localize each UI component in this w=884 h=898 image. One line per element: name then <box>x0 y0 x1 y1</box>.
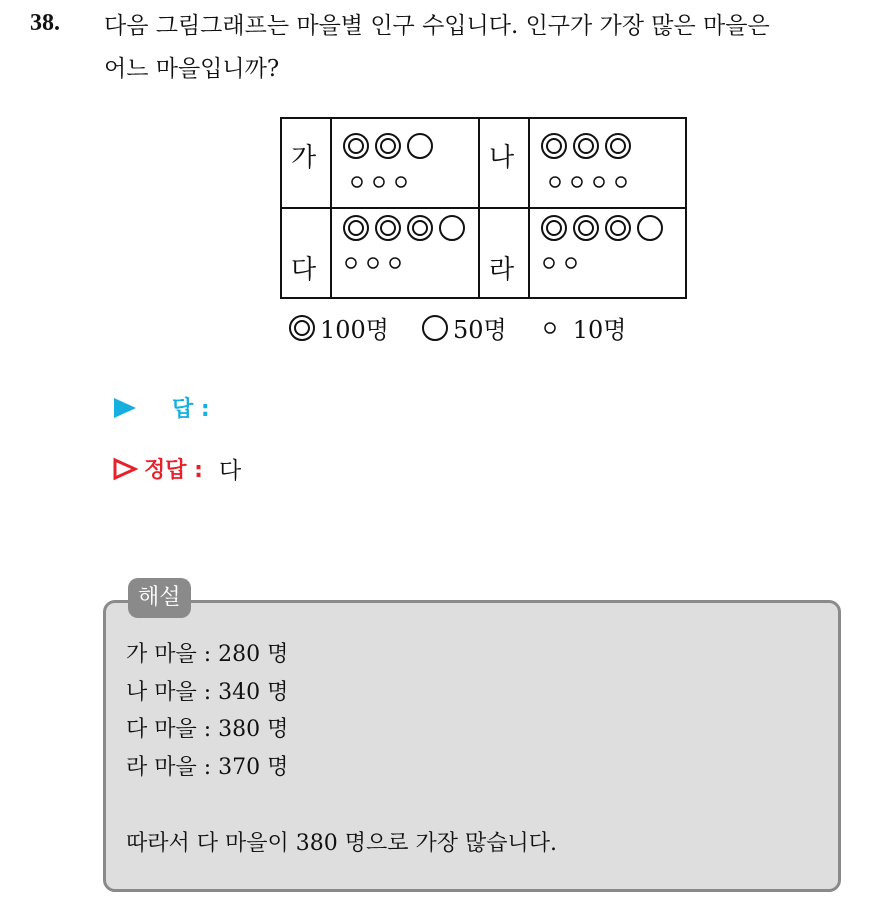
explanation-line: 라 마을 : 370 명 <box>126 755 289 780</box>
question-text-line-1: 다음 그림그래프는 마을별 인구 수입니다. 인구가 가장 많은 마을은 <box>104 13 770 39</box>
picture-graph <box>280 117 687 299</box>
population-cell <box>529 208 686 298</box>
answer-label: 답 : <box>172 397 210 422</box>
double-circle-icon <box>406 214 434 242</box>
small-circle-icon <box>366 256 380 270</box>
small-circle-icon <box>394 175 408 189</box>
legend-fifty <box>421 310 507 345</box>
legend-hundred <box>288 310 389 345</box>
small-icons-row <box>344 256 402 270</box>
big-icons-row <box>342 132 434 160</box>
double-circle-icon <box>540 132 568 160</box>
graph-legend <box>288 310 626 345</box>
small-circle-icon <box>350 175 364 189</box>
legend-fifty-label: 50명 <box>453 316 507 344</box>
village-name-cell <box>281 118 331 208</box>
double-circle-icon <box>374 214 402 242</box>
correct-answer-label: 정답 : <box>144 458 203 483</box>
play-triangle-icon <box>112 396 138 420</box>
small-circle-icon <box>542 256 556 270</box>
big-icons-row <box>540 132 632 160</box>
small-circle-icon <box>548 175 562 189</box>
legend-ten <box>543 310 627 345</box>
big-icons-row <box>342 214 466 242</box>
double-circle-icon <box>288 314 316 342</box>
explanation-line: 나 마을 : 340 명 <box>126 680 289 705</box>
explanation-tag: 해설 <box>128 578 191 618</box>
population-cell <box>529 118 686 208</box>
correct-answer-value: 다 <box>218 458 242 484</box>
answer-row <box>112 392 210 423</box>
small-circle-icon <box>614 175 628 189</box>
question-text-line-2: 어느 마을입니까? <box>104 56 280 82</box>
small-icons-row <box>350 175 408 189</box>
circle-icon <box>406 132 434 160</box>
correct-answer-row <box>112 452 241 485</box>
explanation-line: 다 마을 : 380 명 <box>126 717 289 742</box>
double-circle-icon <box>572 132 600 160</box>
village-name: 다 <box>291 255 317 285</box>
double-circle-icon <box>374 132 402 160</box>
small-circle-icon <box>564 256 578 270</box>
double-circle-icon <box>572 214 600 242</box>
small-circle-icon <box>372 175 386 189</box>
legend-ten-label: 10명 <box>572 316 627 344</box>
village-name-cell <box>281 208 331 298</box>
circle-icon <box>636 214 664 242</box>
outline-triangle-icon <box>112 457 138 481</box>
big-icons-row <box>540 214 664 242</box>
small-circle-icon <box>388 256 402 270</box>
double-circle-icon <box>342 132 370 160</box>
population-cell <box>331 208 479 298</box>
question-number: 38. <box>30 10 60 36</box>
explanation-conclusion: 따라서 다 마을이 380 명으로 가장 많습니다. <box>126 831 557 856</box>
small-circle-icon <box>543 321 557 335</box>
small-circle-icon <box>570 175 584 189</box>
small-circle-icon <box>344 256 358 270</box>
population-cell <box>331 118 479 208</box>
explanation-line: 가 마을 : 280 명 <box>126 642 289 667</box>
village-name: 나 <box>489 143 515 173</box>
village-name: 가 <box>291 143 317 173</box>
small-icons-row <box>548 175 628 189</box>
double-circle-icon <box>604 132 632 160</box>
village-name-cell <box>479 118 529 208</box>
circle-icon <box>438 214 466 242</box>
small-circle-icon <box>592 175 606 189</box>
double-circle-icon <box>540 214 568 242</box>
double-circle-icon <box>342 214 370 242</box>
small-icons-row <box>542 256 578 270</box>
village-name: 라 <box>489 255 515 285</box>
double-circle-icon <box>604 214 632 242</box>
circle-icon <box>421 314 449 342</box>
village-name-cell <box>479 208 529 298</box>
legend-hundred-label: 100명 <box>320 316 389 344</box>
